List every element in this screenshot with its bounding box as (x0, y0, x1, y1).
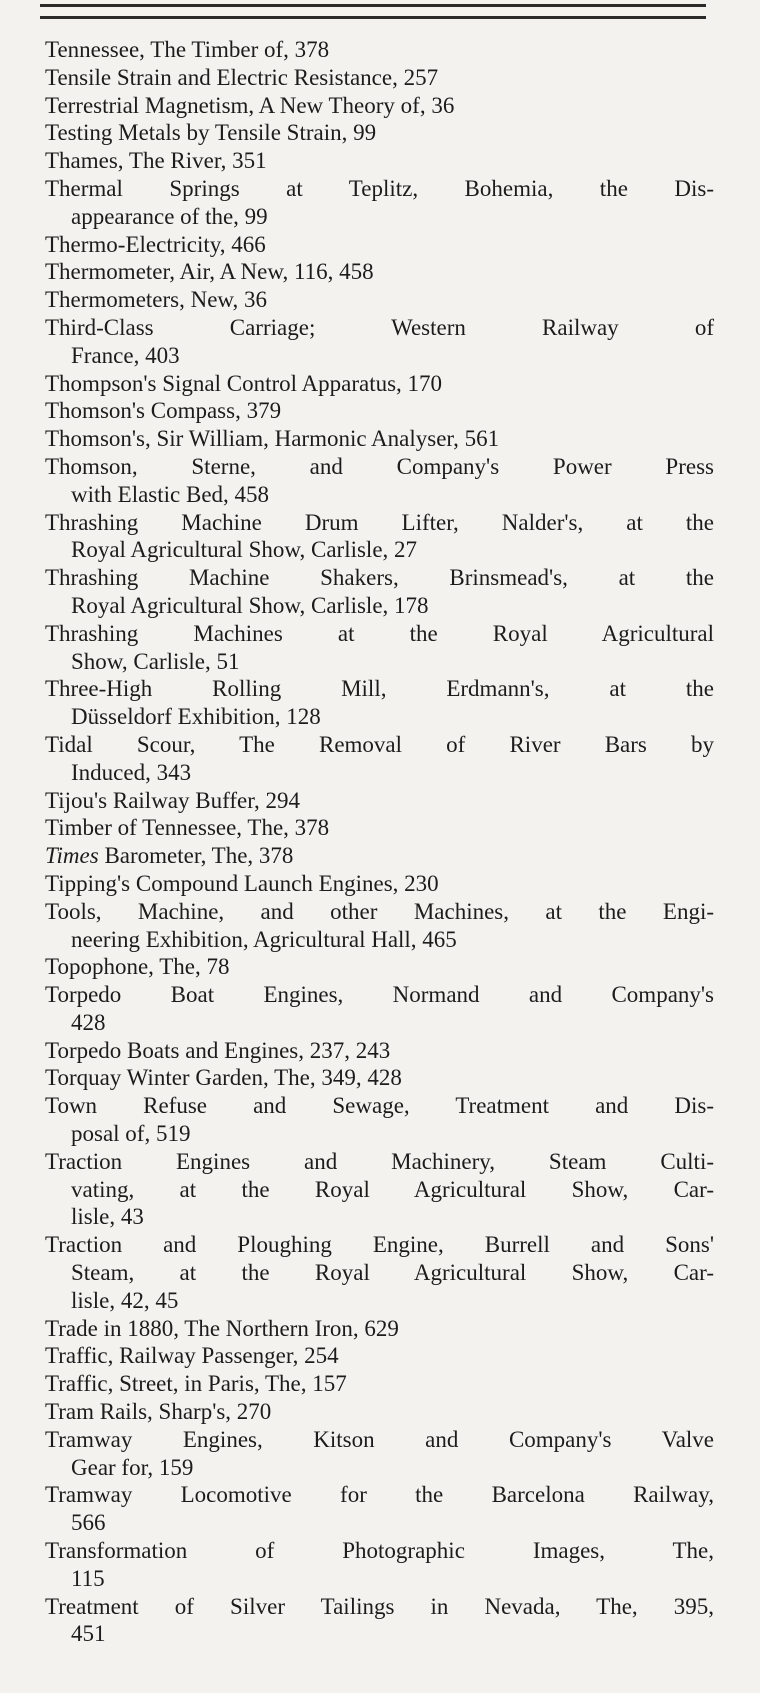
index-entry (45, 175, 714, 231)
index-entry (45, 1481, 714, 1537)
index-entry (45, 119, 714, 147)
index-entry (45, 620, 714, 676)
entry-heading-line: Transformation of Photographic Images, The, (45, 1538, 714, 1564)
index-entry (45, 814, 714, 842)
entry-continuation-line: Steam, at the Royal Agricultural Show, Car- (71, 1260, 714, 1286)
entry-heading-line: Thompson's Signal Control Apparatus, 170 (45, 370, 443, 396)
entry-heading-line: Third-Class Carriage; Western Railway of (45, 314, 714, 340)
entry-heading-line: Terrestrial Magnetism, A New Theory of, 36 (45, 92, 455, 118)
entry-continuation-line: 115 (71, 1565, 105, 1591)
entry-heading-line: Torquay Winter Garden, The, 349, 428 (45, 1065, 402, 1091)
entry-continuation-line: Gear for, 159 (71, 1454, 194, 1480)
index-entry (45, 425, 714, 453)
index-entry (45, 787, 714, 815)
entry-heading-line: Tensile Strain and Electric Resistance, 257 (45, 64, 439, 90)
entry-continuation-line: lisle, 43 (71, 1204, 144, 1230)
index-entry (45, 397, 714, 425)
index-entry (45, 314, 714, 370)
index-entry (45, 870, 714, 898)
index-entry (45, 286, 714, 314)
index-entry (45, 842, 714, 870)
entry-heading-line: Three-High Rolling Mill, Erdmann's, at the (45, 676, 714, 702)
entry-continuation-line: vating, at the Royal Agricultural Show, Car- (71, 1176, 714, 1202)
index-entry (45, 1593, 714, 1649)
entry-heading-line: Thomson, Sterne, and Company's Power Press (45, 453, 714, 479)
entry-continuation-line: lisle, 42, 45 (71, 1287, 179, 1313)
entry-heading-line: Thrashing Machine Shakers, Brinsmead's, at the (45, 565, 714, 591)
entry-heading-line: Torpedo Boats and Engines, 237, 243 (45, 1037, 391, 1063)
index-entry (45, 453, 714, 509)
entry-heading-line: Thomson's, Sir William, Harmonic Analyser, 561 (45, 426, 500, 452)
entry-continuation-line: 451 (71, 1621, 106, 1647)
index-entry (45, 509, 714, 565)
index-entry (45, 92, 714, 120)
entry-heading-line: Traction Engines and Machinery, Steam Culti- (45, 1148, 714, 1174)
entry-heading-line: Thomson's Compass, 379 (45, 398, 282, 424)
index-entry (45, 147, 714, 175)
index-entry (45, 1315, 714, 1343)
entry-continuation-line: appearance of the, 99 (71, 203, 268, 229)
index-entry (45, 231, 714, 259)
entry-heading-line (45, 842, 714, 870)
entry-heading-line: Thrashing Machine Drum Lifter, Nalder's, at the (45, 509, 714, 535)
index-entry (45, 731, 714, 787)
entry-heading-line: Testing Metals by Tensile Strain, 99 (45, 120, 377, 146)
entry-heading-line: Tramway Engines, Kitson and Company's Valve (45, 1426, 714, 1452)
entry-heading-line: Tramway Locomotive for the Barcelona Railway, (45, 1482, 714, 1508)
entry-heading-line: Thermal Springs at Teplitz, Bohemia, the Dis- (45, 175, 714, 201)
entry-heading-line: Thermometers, New, 36 (45, 287, 268, 313)
entry-continuation-line: with Elastic Bed, 458 (71, 481, 270, 507)
index-entry (45, 1231, 714, 1314)
entry-heading-line: Treatment of Silver Tailings in Nevada, The, 395, (45, 1593, 714, 1619)
entry-continuation-line: neering Exhibition, Agricultural Hall, 465 (71, 926, 457, 952)
index-entry (45, 1148, 714, 1231)
index-entry (45, 64, 714, 92)
index-entry (45, 564, 714, 620)
index-entry (45, 898, 714, 954)
entry-heading-line: Thrashing Machines at the Royal Agricultural (45, 620, 714, 646)
index-entry (45, 1064, 714, 1092)
index-entry (45, 1370, 714, 1398)
entry-continuation-line: Royal Agricultural Show, Carlisle, 178 (71, 592, 429, 618)
header-double-rule-bottom (40, 16, 706, 19)
entry-heading-line: Town Refuse and Sewage, Treatment and Dis- (45, 1093, 714, 1119)
entry-continuation-line: posal of, 519 (71, 1121, 191, 1147)
entry-heading-line: Traffic, Railway Passenger, 254 (45, 1343, 339, 1369)
index-entry (45, 1342, 714, 1370)
entry-heading-line: Tijou's Railway Buffer, 294 (45, 787, 300, 813)
entry-continuation-line: Induced, 343 (71, 759, 192, 785)
entry-continuation-line: France, 403 (71, 342, 180, 368)
entry-heading-line: Topophone, The, 78 (45, 954, 230, 980)
entry-heading-line: Thermo-Electricity, 466 (45, 231, 266, 257)
index-entry (45, 981, 714, 1037)
index-entry (45, 953, 714, 981)
entry-continuation-line: Show, Carlisle, 51 (71, 648, 240, 674)
entry-heading-line: Thermometer, Air, A New, 116, 458 (45, 259, 374, 285)
entry-heading-line: Tipping's Compound Launch Engines, 230 (45, 870, 439, 896)
index-entry (45, 1426, 714, 1482)
index-entry (45, 370, 714, 398)
entry-heading-line: Tram Rails, Sharp's, 270 (45, 1399, 272, 1425)
entry-heading-line: Traffic, Street, in Paris, The, 157 (45, 1371, 347, 1397)
index-entry (45, 1537, 714, 1593)
entry-continuation-line: Royal Agricultural Show, Carlisle, 27 (71, 537, 418, 563)
entry-heading-line: Torpedo Boat Engines, Normand and Company's (45, 982, 714, 1008)
index-entry (45, 36, 714, 64)
entry-heading-line: Tidal Scour, The Removal of River Bars by (45, 731, 714, 757)
index-entry (45, 258, 714, 286)
entry-continuation-line: 566 (71, 1510, 106, 1536)
entry-heading-line: Tennessee, The Timber of, 378 (45, 37, 330, 62)
entry-continuation-line: 428 (71, 1009, 106, 1035)
entry-heading-line: Timber of Tennessee, The, 378 (45, 815, 330, 841)
entry-heading-line: Thames, The River, 351 (45, 148, 267, 174)
index-entry (45, 1398, 714, 1426)
entry-italic-title: Times (45, 843, 99, 869)
index-column (45, 36, 714, 1648)
index-entry (45, 1037, 714, 1065)
index-entry (45, 675, 714, 731)
entry-continuation-line: Düsseldorf Exhibition, 128 (71, 704, 321, 730)
entry-heading-line: Trade in 1880, The Northern Iron, 629 (45, 1315, 399, 1341)
entry-heading-line: Traction and Ploughing Engine, Burrell and Sons' (45, 1232, 714, 1258)
index-entry (45, 1092, 714, 1148)
entry-heading-line: Tools, Machine, and other Machines, at the Engi- (45, 898, 714, 924)
header-double-rule-top (40, 4, 706, 7)
entry-text: Barometer, The, 378 (98, 843, 294, 869)
